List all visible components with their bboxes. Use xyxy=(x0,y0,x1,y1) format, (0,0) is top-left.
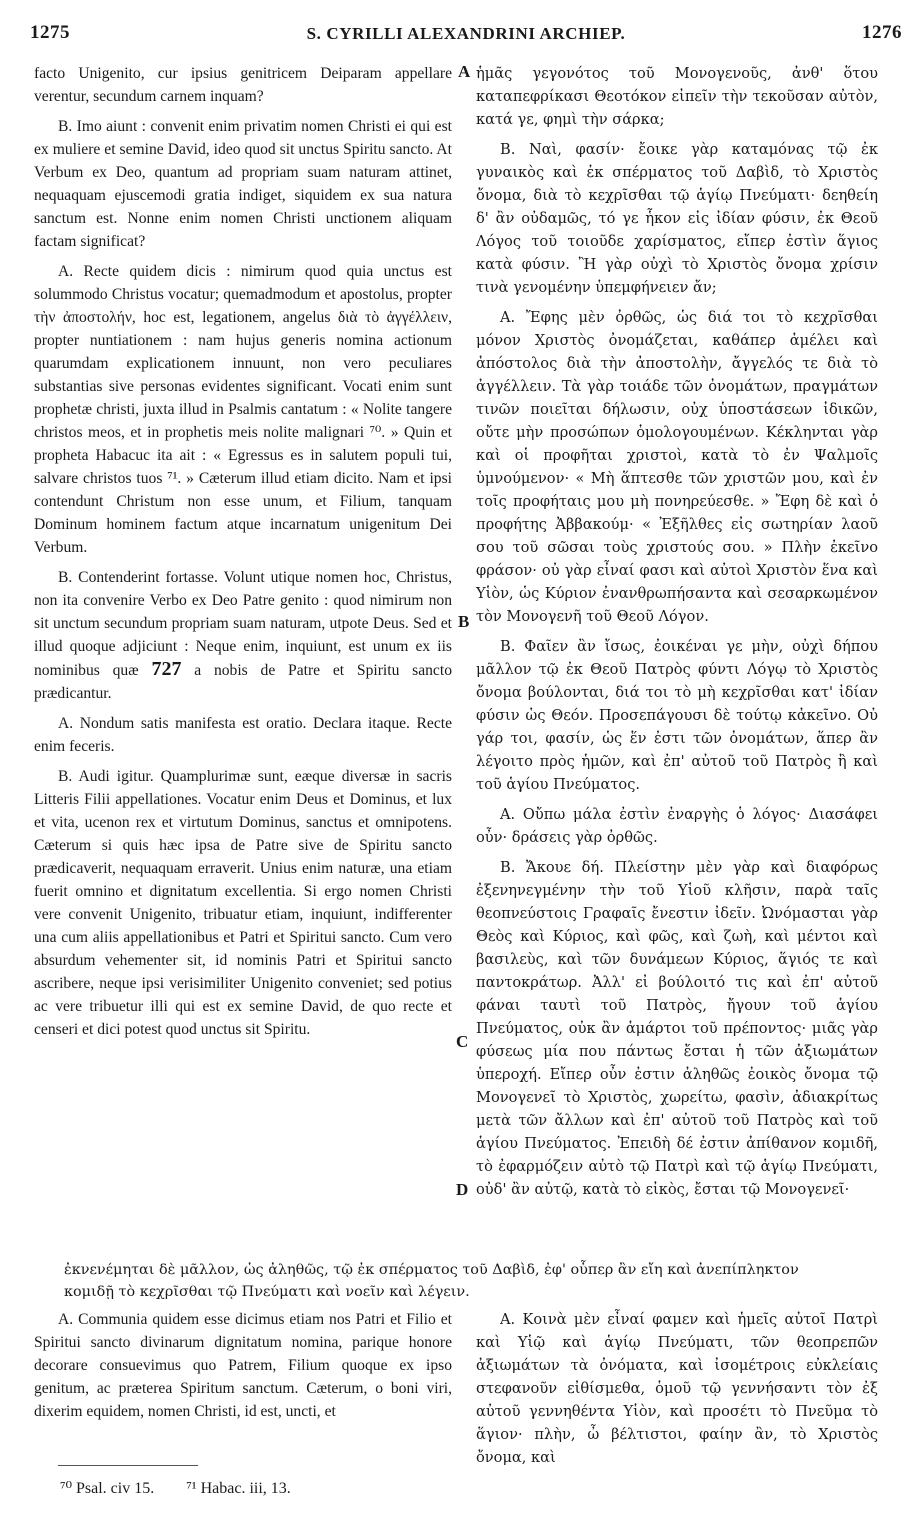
latin-paragraph: A. Communia quidem esse dicimus etiam nos Patri et Filio et Spiritui sancto divinarum dignitatum nomina, parique honore decorare consuevimus quo Patrem, Filium quoque ex ipso genitum, ac præterea Spiritum sanctum. Cæterum, o boni viri, dixerim equidem, nomen Christi, id est, uncti, et xyxy=(34,1311,452,1420)
latin-paragraph: facto Unigenito, cur ipsius genitricem Deiparam appellare verentur, secundum carnem inquam? xyxy=(34,65,452,105)
page-header xyxy=(30,22,902,56)
greek-paragraph: Β. Ἄκουε δή. Πλείστην μὲν γὰρ καὶ διαφόρως ἐξενηνεγμένην τὴν τοῦ Υἱοῦ κλῆσιν, παρὰ ταῖς θεοπνεύστοις Γραφαῖς ἔνεστιν ἰδεῖν. Ὠνόμασται γὰρ Θεὸς καὶ Κύριος, καὶ φῶς, καὶ ζωὴ, καὶ μέντοι καὶ βασιλεὺς, καὶ τῶν δυνάμεων Κύριος, ἅγιός τε καὶ παντοκράτωρ. Ἀλλ' εἰ βούλοιτό τις καὶ ἐπ' αὐτοῦ φάναι ταυτὶ τοῦ Πατρὸς, ἤγουν τοῦ ἁγίου Πνεύματος, οὐκ ἂν ἁμάρτοι τοῦ πρέποντος· μιᾶς γὰρ φύσεως μία που πάντως ἔσται ἡ τῶν ἀξιωμάτων ὑπεροχή. Εἴπερ οὖν ἐστιν ἀληθῶς ἐοικὸς ὄνομα τῷ Μονογενεῖ τὸ Χριστὸς, χωρείτω, φασὶν, ἀδιακρίτως μετὰ τῶν ἄλλων καὶ ἐπ' αὐτοῦ τοῦ Πατρὸς καὶ τοῦ ἁγίου Πνεύματος. Ἐπειδὴ δέ ἐστιν ἀπίθανον κομιδῆ, τὸ ἐφαρμόζειν αὐτὸ τῷ Πατρὶ καὶ τῷ ἁγίῳ Πνεύματι, οὐδ' ἂν αὐτῷ, κατὰ τὸ εἰκὸς, ἔσται τῷ Μονογενεῖ· xyxy=(476,859,878,1198)
greek-paragraph: ἡμᾶς γεγονότος τοῦ Μονογενοῦς, ἀνθ' ὅτου καταπεφρίκασι Θεοτόκον εἰπεῖν τὴν τεκοῦσαν αὐτὸν, κατά γε, φημὶ τὴν σάρκα; xyxy=(476,65,878,128)
greek-paragraph: Α. Κοινὰ μὲν εἶναί φαμεν καὶ ἡμεῖς αὐτοῖ Πατρὶ καὶ Υἱῷ καὶ ἁγίῳ Πνεύματι, τῶν θεοπρεπῶν ἀξιωμάτων τὰ ὀνόματα, καὶ ἰσομέτροις εὐκλείαις στεφανοῦν εἰθίσμεθα, ὁμοῦ τῷ γεννήσαντι τὸν ἐξ αὐτοῦ γεννηθέντα Υἱὸν, καὶ προσέτι τὸ Πνεῦμα τὸ ἅγιον· πλὴν, ὦ βέλτιστοι, φαίην ἂν, τὸ Χριστὸς ὄνομα, καὶ xyxy=(476,1311,878,1466)
margin-marker-c: C xyxy=(456,1032,469,1051)
latin-paragraph xyxy=(34,566,452,705)
greek-paragraph: Β. Ναὶ, φασίν· ἔοικε γὰρ καταμόνας τῷ ἐκ γυναικὸς καὶ ἐκ σπέρματος τοῦ Δαβὶδ, τὸ Χριστὸς ὄνομα, διὰ τὸ κεχρῖσθαι τῷ ἁγίῳ Πνεύματι· δεηθείη δ' ἂν οὐδαμῶς, τό γε ἧκον εἰς ἰδίαν φύσιν, ἐκ Θεοῦ Λόγος τοῦ τοιοῦδε χαρίσματος, εἴπερ ἐστὶν ἅγιος κατὰ φύσιν. Ἢ γὰρ οὐχὶ τὸ Χριστὸς ὄνομα χρίσιν τινὰ γενομένην ὑπεμφήνειεν ἄν; xyxy=(476,141,878,296)
latin-paragraph: B. Audi igitur. Quamplurimæ sunt, eæque diversæ in sacris Litteris Filii appellationes. Vocatur enim Deus et Dominus, et lux et vita, ucenon rex et virtutum Dominus, sanctus et omnipotens. Cæterum si quis hæc ipsa de Patre sive de Spiritu sancto prædicaverit, nequaquam erraverit. Unius enim naturæ, una etiam fuerit omnino et dignitatum excellentia. Si ergo nomen Christi vere convenit Unigenito, tribuatur etiam, inquiunt, indifferenter una cum aliis appellationibus et Patri et Spiritui sancto. Cum vero absurdum vehementer sit, id nominis Patri et Spiritui sancto ascribere, neque ipsi verisimiliter Unigenito conveniet; sed potius ac vere tribuetur illi qui est ex semine David, de quo recte et censeri et dici potest quod unctus sit Spiritu. xyxy=(34,768,452,1038)
greek-paragraph: Α. Οὔπω μάλα ἐστὶν ἐναργὴς ὁ λόγος· Διασάφει οὖν· δράσεις γὰρ ὀρθῶς. xyxy=(476,806,878,846)
latin-column-bottom xyxy=(34,1308,452,1430)
margin-marker-b: B xyxy=(458,612,470,631)
margin-marker-a: A xyxy=(458,62,471,81)
footnote-70: ⁷⁰ Psal. civ 15. xyxy=(60,1480,155,1497)
latin-text: B. Contenderint fortasse. Volunt utique nomen hoc, Christus, non ita convenire Verbo ex Deo Patre genito : quod nimirum non sit unctum secundum propriam suam naturam, utpote Deus. Sed et illud quoque adjiciunt : Neque enim, inquiunt, est unum ex iis nominibus quæ xyxy=(34,569,452,679)
latin-paragraph: B. Imo aiunt : convenit enim privatim nomen Christi ei qui est ex muliere et semine David, ideo quod sit unctus Spiritu sancto. At Verbum ex Deo, quantum ad propriam suam naturam attinet, nequaquam ejuscemodi gratia indiget, siquidem ex sua natura sanctum est. Nonne enim nomen Christi unctionem aliquam factam significat? xyxy=(34,118,452,250)
greek-column xyxy=(476,62,878,1208)
column-number: 727 xyxy=(151,658,182,680)
latin-column xyxy=(34,62,452,1048)
running-title: S. CYRILLI ALEXANDRINI ARCHIEP. xyxy=(306,24,626,43)
footnotes xyxy=(60,1478,319,1498)
greek-paragraph: Β. Φαῖεν ἂν ἴσως, ἐοικέναι γε μὴν, οὐχὶ δήπου μᾶλλον τῷ ἐκ Θεοῦ Πατρὸς φύντι Λόγῳ τὸ Χριστὸς ὄνομα βούλονται, διά τοι τὸ μὴ κεχρῖσθαι κατ' ἰδίαν φύσιν ὡς Θεόν. Προσεπάγουσι δὲ τούτῳ κἀκεῖνο. Οὐ γάρ τοι, φασίν, ὡς ἕν ἐστι τῶν ὀνομάτων, ἅπερ ἂν λέγοιτο πρὸς ἡμῶν, καὶ ἐπ' αὐτοῦ τοῦ Πατρὸς ἢ καὶ τοῦ ἁγίου Πνεύματος. xyxy=(476,638,878,793)
latin-text: a nobis de Patre et Spiritu sancto prædicantur. xyxy=(34,662,452,702)
latin-paragraph: A. Nondum satis manifesta est oratio. Declara itaque. Recte enim feceris. xyxy=(34,715,452,755)
greek-column-bottom xyxy=(476,1308,878,1476)
greek-span-line: κομιδῇ τὸ κεχρῖσθαι τῷ Πνεύματι καὶ νοεῖν καὶ λέγειν. xyxy=(64,1284,470,1300)
latin-paragraph: A. Recte quidem dicis : nimirum quod quia unctus est solummodo Christus vocatur; quemadmodum et apostolus, propter τὴν ἀποστολήν, hoc est, legationem, angelus διὰ τὸ ἀγγέλλειν, propter nuntiationem : nam hujus generis nomina actionum quarumdam explicationem innuunt, non vero peculiares substantias sive personas evidentes significant. Vocati enim sunt prophetæ christi, juxta illud in Psalmis cantatum : « Nolite tangere christos meos, et in prophetis meis nolite malignari ⁷⁰. » Quin et propheta Habacuc ita ait : « Egressus es in salutem populi tui, salvare christos tuos ⁷¹. » Cæterum illud etiam dicito. Nam et ipsi contendunt Christum non esse unum, et Filium, tanquam Dominum hominem factum atque incarnatum unigenitum Dei Verbum. xyxy=(34,263,452,556)
footnote-divider xyxy=(58,1465,198,1466)
margin-marker-d: D xyxy=(456,1180,469,1199)
page-number-right: 1276 xyxy=(862,22,902,43)
footnote-71: ⁷¹ Habac. iii, 13. xyxy=(186,1480,291,1497)
greek-spanning-text xyxy=(64,1259,884,1303)
greek-paragraph: Α. Ἔφης μὲν ὀρθῶς, ὡς διά τοι τὸ κεχρῖσθαι μόνον Χριστὸς ὀνομάζεται, καθάπερ ἀμέλει καὶ ἀπόστολος διὰ τὴν ἀποστολὴν, ἄγγελός τε διὰ τὸ ἀγγέλλειν. Τὰ γὰρ τοιάδε τῶν ὀνομάτων, πραγμάτων τινῶν ποιεῖται δήλωσιν, οὐχ ὑποστάσεων ἰδικῶν, οὔτε μὴν προσώπων ὁμολογουμένων. Κέκληνται γὰρ καὶ οἱ προφῆται χριστοὶ, κατὰ τὸ ἐν Ψαλμοῖς ὑμνούμενον· « Μὴ ἅπτεσθε τῶν χριστῶν μου, καὶ ἐν τοῖς προφήταις μου μὴ πονηρεύεσθε. » Ἔφη δὲ καὶ ὁ προφήτης Ἀββακούμ· « Ἐξῆλθες εἰς σωτηρίαν λαοῦ σου τοῦ σῶσαι τοὺς χριστούς σου. » Πλὴν ἐκεῖνο φράσον· οὐ γὰρ εἶναί φασι καὶ αὐτοὶ Χριστὸν ἕνα καὶ Υἱὸν, ὡς Κύριον ἐνανθρωπήσαντα καὶ σεσαρκωμένον τὸν Μονογενῆ τοῦ Θεοῦ Λόγον. xyxy=(476,309,878,625)
greek-span-line: ἐκνενέμηται δὲ μᾶλλον, ὡς ἀληθῶς, τῷ ἐκ σπέρματος τοῦ Δαβὶδ, ἐφ' οὗπερ ἂν εἴη καὶ ἀνεπίπληκτον xyxy=(64,1262,799,1278)
page-number-left: 1275 xyxy=(30,22,70,43)
